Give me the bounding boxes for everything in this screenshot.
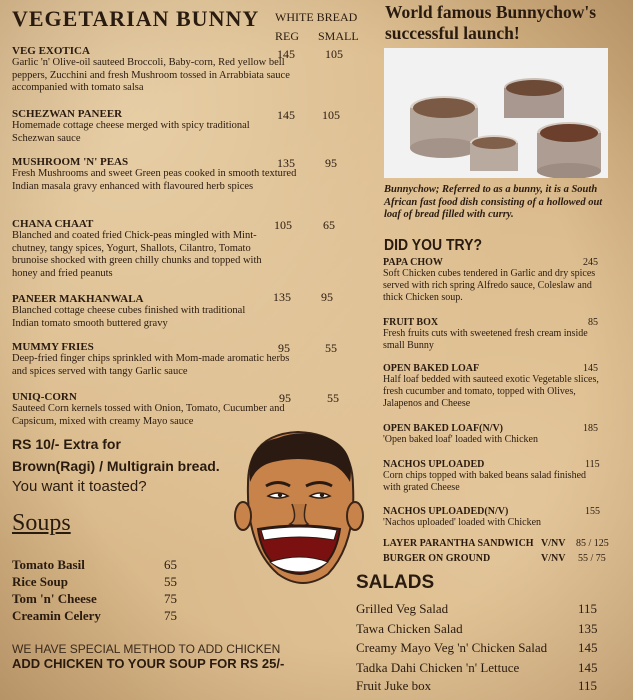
soup-name: Tomato Basil (12, 557, 85, 572)
special-item-open-baked-loaf (383, 363, 601, 410)
salad-price: 145 (578, 660, 598, 675)
item-name: FRUIT BOX (383, 317, 439, 328)
small-price: 55 (327, 391, 339, 405)
salad-price: 135 (578, 621, 598, 636)
salad-row (356, 678, 601, 694)
soup-price: 55 (164, 574, 177, 589)
item-desc: Half loaf bedded with sauteed exotic Vegetable slices, fresh cucumber and tomato, topped with Olives, Jalapenos and Cheese (383, 374, 599, 409)
item-name: SCHEZWAN PANEER (12, 108, 123, 120)
menu-item-mummy-fries (12, 341, 362, 378)
menu-item-chana-chaat (12, 218, 362, 280)
item-name: PAPA CHOW (383, 257, 443, 268)
item-desc: 'Nachos uploaded' loaded with Chicken (383, 517, 542, 528)
salad-price: 115 (578, 601, 598, 616)
item-price: 155 (585, 506, 600, 517)
sandwich-price: 85 / 125 (576, 538, 609, 549)
bunnychow-photo-image (384, 48, 608, 178)
soup-name: Tom 'n' Cheese (12, 591, 97, 606)
reg-header: REG (275, 29, 299, 43)
reg-price: 145 (277, 108, 295, 122)
menu-item-paneer-makhanwala (12, 290, 362, 330)
salad-row (356, 621, 601, 637)
item-name: UNIQ-CORN (12, 391, 77, 403)
reg-price: 135 (277, 156, 295, 170)
launch-headline: World famous Bunnychow's successful launch! (385, 2, 597, 43)
salad-row (356, 640, 601, 656)
salad-name: Creamy Mayo Veg 'n' Chicken Salad (356, 640, 548, 655)
soup-row (12, 608, 212, 624)
menu-title: VEGETARIAN BUNNY (12, 6, 260, 31)
salad-name: Fruit Juke box (356, 678, 432, 693)
item-desc: Sauteed Corn kernels tossed with Onion, Tomato, Cucumber and Capsicum, mixed with creamy Mayo sauce (12, 403, 285, 427)
special-item-papa-chow (383, 257, 601, 304)
item-desc: Deep-fried finger chips sprinkled with Mom-made aromatic herbs and spices served with tangy Garlic sauce (12, 353, 290, 377)
item-price: 145 (583, 363, 598, 374)
chicken-method-note: WE HAVE SPECIAL METHOD TO ADD CHICKEN (12, 642, 281, 656)
menu-item-veg-exotica (12, 45, 362, 95)
item-desc: Blanched and coated fried Chick-peas mingled with Mint-chutney, tangy spices, Yogurt, Shallots, Cilantro, Tomato brunoise shocked with green chilly chunks and topped with honey and fried peanuts (12, 230, 262, 279)
did-you-try-heading: DID YOU TRY? (384, 234, 483, 254)
item-name: NACHOS UPLOADED(N/V) (383, 506, 509, 517)
item-desc: 'Open baked loaf' loaded with Chicken (383, 434, 538, 445)
sandwich-row (383, 538, 534, 549)
add-chicken-note: ADD CHICKEN TO YOUR SOUP FOR RS 25/- (12, 656, 285, 671)
menu-item-mushroom-peas (12, 156, 362, 193)
item-desc: Fresh fruits cuts with sweetened fresh cream inside small Bunny (383, 328, 588, 351)
menu-item-uniq-corn (12, 391, 362, 428)
sandwich-name: LAYER PARANTHA SANDWICH (383, 538, 534, 549)
reg-price: 145 (277, 47, 295, 61)
special-item-open-baked-loaf-nv (383, 423, 601, 446)
small-header: SMALL (318, 29, 359, 43)
soup-price: 65 (164, 557, 177, 572)
bunny-mascot-illustration (228, 424, 368, 594)
menu-item-schezwan-paneer (12, 108, 362, 145)
item-name: VEG EXOTICA (12, 45, 90, 57)
soup-price: 75 (164, 591, 177, 606)
salad-price: 145 (578, 640, 598, 655)
white-bread-header: WHITE BREAD (275, 10, 358, 24)
small-price: 65 (323, 218, 335, 232)
item-name: MUSHROOM 'N' PEAS (12, 156, 129, 168)
small-price: 95 (325, 156, 337, 170)
item-price: 85 (588, 317, 598, 328)
bunnychow-photo (384, 48, 608, 178)
special-item-nachos-uploaded-nv (383, 506, 601, 529)
reg-price: 135 (273, 290, 291, 304)
item-desc: Soft Chicken cubes tendered in Garlic and dry spices served with rich spring Alfredo sauce, Coleslaw and thick Chicken soup. (383, 268, 596, 303)
salad-price: 115 (578, 678, 598, 693)
soup-row (12, 574, 212, 590)
salad-name: Grilled Veg Salad (356, 601, 449, 616)
burger-tag: V/NV (541, 553, 566, 564)
small-price: 105 (322, 108, 340, 122)
reg-price: 95 (278, 341, 290, 355)
item-desc: Blanched cottage cheese cubes finished with traditional Indian tomato smooth buttered gravy (12, 305, 246, 329)
bunnychow-caption: Bunnychow; Referred to as a bunny, it is a South African fast food dish consisting of a hollowed out loaf of bread filled with curry. (384, 184, 603, 220)
item-price: 185 (583, 423, 598, 434)
item-name: NACHOS UPLOADED (383, 459, 485, 470)
item-name: OPEN BAKED LOAF(N/V) (383, 423, 503, 434)
small-price: 55 (325, 341, 337, 355)
special-item-nachos-uploaded (383, 459, 601, 494)
extra-charge-line1: RS 10/- Extra for (12, 436, 121, 452)
small-price: 95 (321, 290, 333, 304)
burger-name: BURGER ON GROUND (383, 553, 491, 564)
item-name: OPEN BAKED LOAF (383, 363, 480, 374)
soup-row (12, 591, 212, 607)
item-desc: Corn chips topped with baked beans salad finished with grated Cheese (383, 470, 587, 493)
salad-row (356, 660, 601, 676)
burger-row (383, 553, 490, 564)
item-name: MUMMY FRIES (12, 341, 94, 353)
extra-charge-line2: Brown(Ragi) / Multigrain bread. (12, 458, 220, 474)
soup-price: 75 (164, 608, 177, 623)
burger-price: 55 / 75 (578, 553, 606, 564)
soup-name: Rice Soup (12, 574, 68, 589)
salads-heading: SALADS (356, 572, 435, 593)
soup-row (12, 557, 212, 573)
reg-price: 95 (279, 391, 291, 405)
item-price: 115 (585, 459, 600, 470)
salad-row (356, 601, 601, 617)
sandwich-tag: V/NV (541, 538, 566, 549)
item-desc: Fresh Mushrooms and sweet Green peas cooked in smooth textured Indian masala gravy enhanced with flavoured herb spices (12, 168, 297, 192)
salad-name: Tawa Chicken Salad (356, 621, 463, 636)
toasted-prompt: You want it toasted? (12, 478, 147, 495)
salad-name: Tadka Dahi Chicken 'n' Lettuce (356, 660, 520, 675)
item-name: CHANA CHAAT (12, 218, 94, 230)
item-name: PANEER MAKHANWALA (12, 293, 144, 305)
soup-name: Creamin Celery (12, 608, 101, 623)
item-price: 245 (583, 257, 598, 268)
item-desc: Homemade cottage cheese merged with spicy traditional Schezwan sauce (12, 120, 250, 144)
small-price: 105 (325, 47, 343, 61)
item-desc: Garlic 'n' Olive-oil sauteed Broccoli, Baby-corn, Red yellow bell peppers, Zucchini and fresh Mushroom tossed in Arrabbiata sauce accompanied with tomato salsa (12, 57, 290, 93)
reg-price: 105 (274, 218, 292, 232)
special-item-fruit-box (383, 317, 601, 352)
soups-heading: Soups (12, 510, 71, 536)
